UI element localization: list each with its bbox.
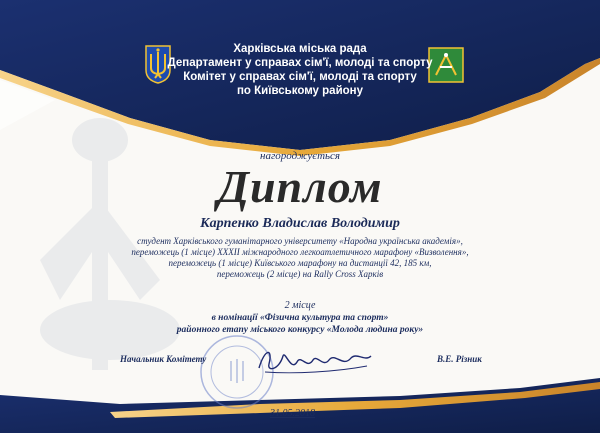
issuer-line-2: Департамент у справах сім'ї, молоді та спорту <box>167 57 433 69</box>
nomination-line-2: районного етапу міського конкурсу «Молода людина року» <box>176 325 424 335</box>
issuer-line-3: Комітет у справах сім'ї, молоді та спорту <box>183 71 417 83</box>
handwritten-signature <box>255 342 375 378</box>
award-verb: нагороджується <box>259 150 341 162</box>
recipient-name: Карпенко Владислав Володимир <box>200 216 400 231</box>
place-label: 2 місце <box>284 300 316 311</box>
nomination-line-1: в номінації «Фізична культура та спорт» <box>211 313 389 323</box>
description-line-2: переможець (1 місце) ХХХІІ міжнародного легкоатлетичного марафону «Визволення», <box>131 247 469 257</box>
signatory-name: В.Е. Різник <box>437 354 482 364</box>
description-line-4: переможець (2 місце) на Rally Cross Харків <box>216 269 384 279</box>
description-line-3: переможець (1 місце) Київського марафону на дистанції 42, 185 км, <box>168 258 432 268</box>
description-line-1: студент Харківського гуманітарного університету «Народна українська академія», <box>137 236 463 246</box>
issuer-header <box>160 42 440 98</box>
issuer-line-1: Харківська міська рада <box>233 43 367 55</box>
issue-date: 31.05.2018 <box>270 408 315 419</box>
diploma-title: Диплом <box>217 161 383 212</box>
issuer-line-4: по Київському району <box>236 85 364 97</box>
signatory-title: Начальник Комітету <box>120 354 207 364</box>
